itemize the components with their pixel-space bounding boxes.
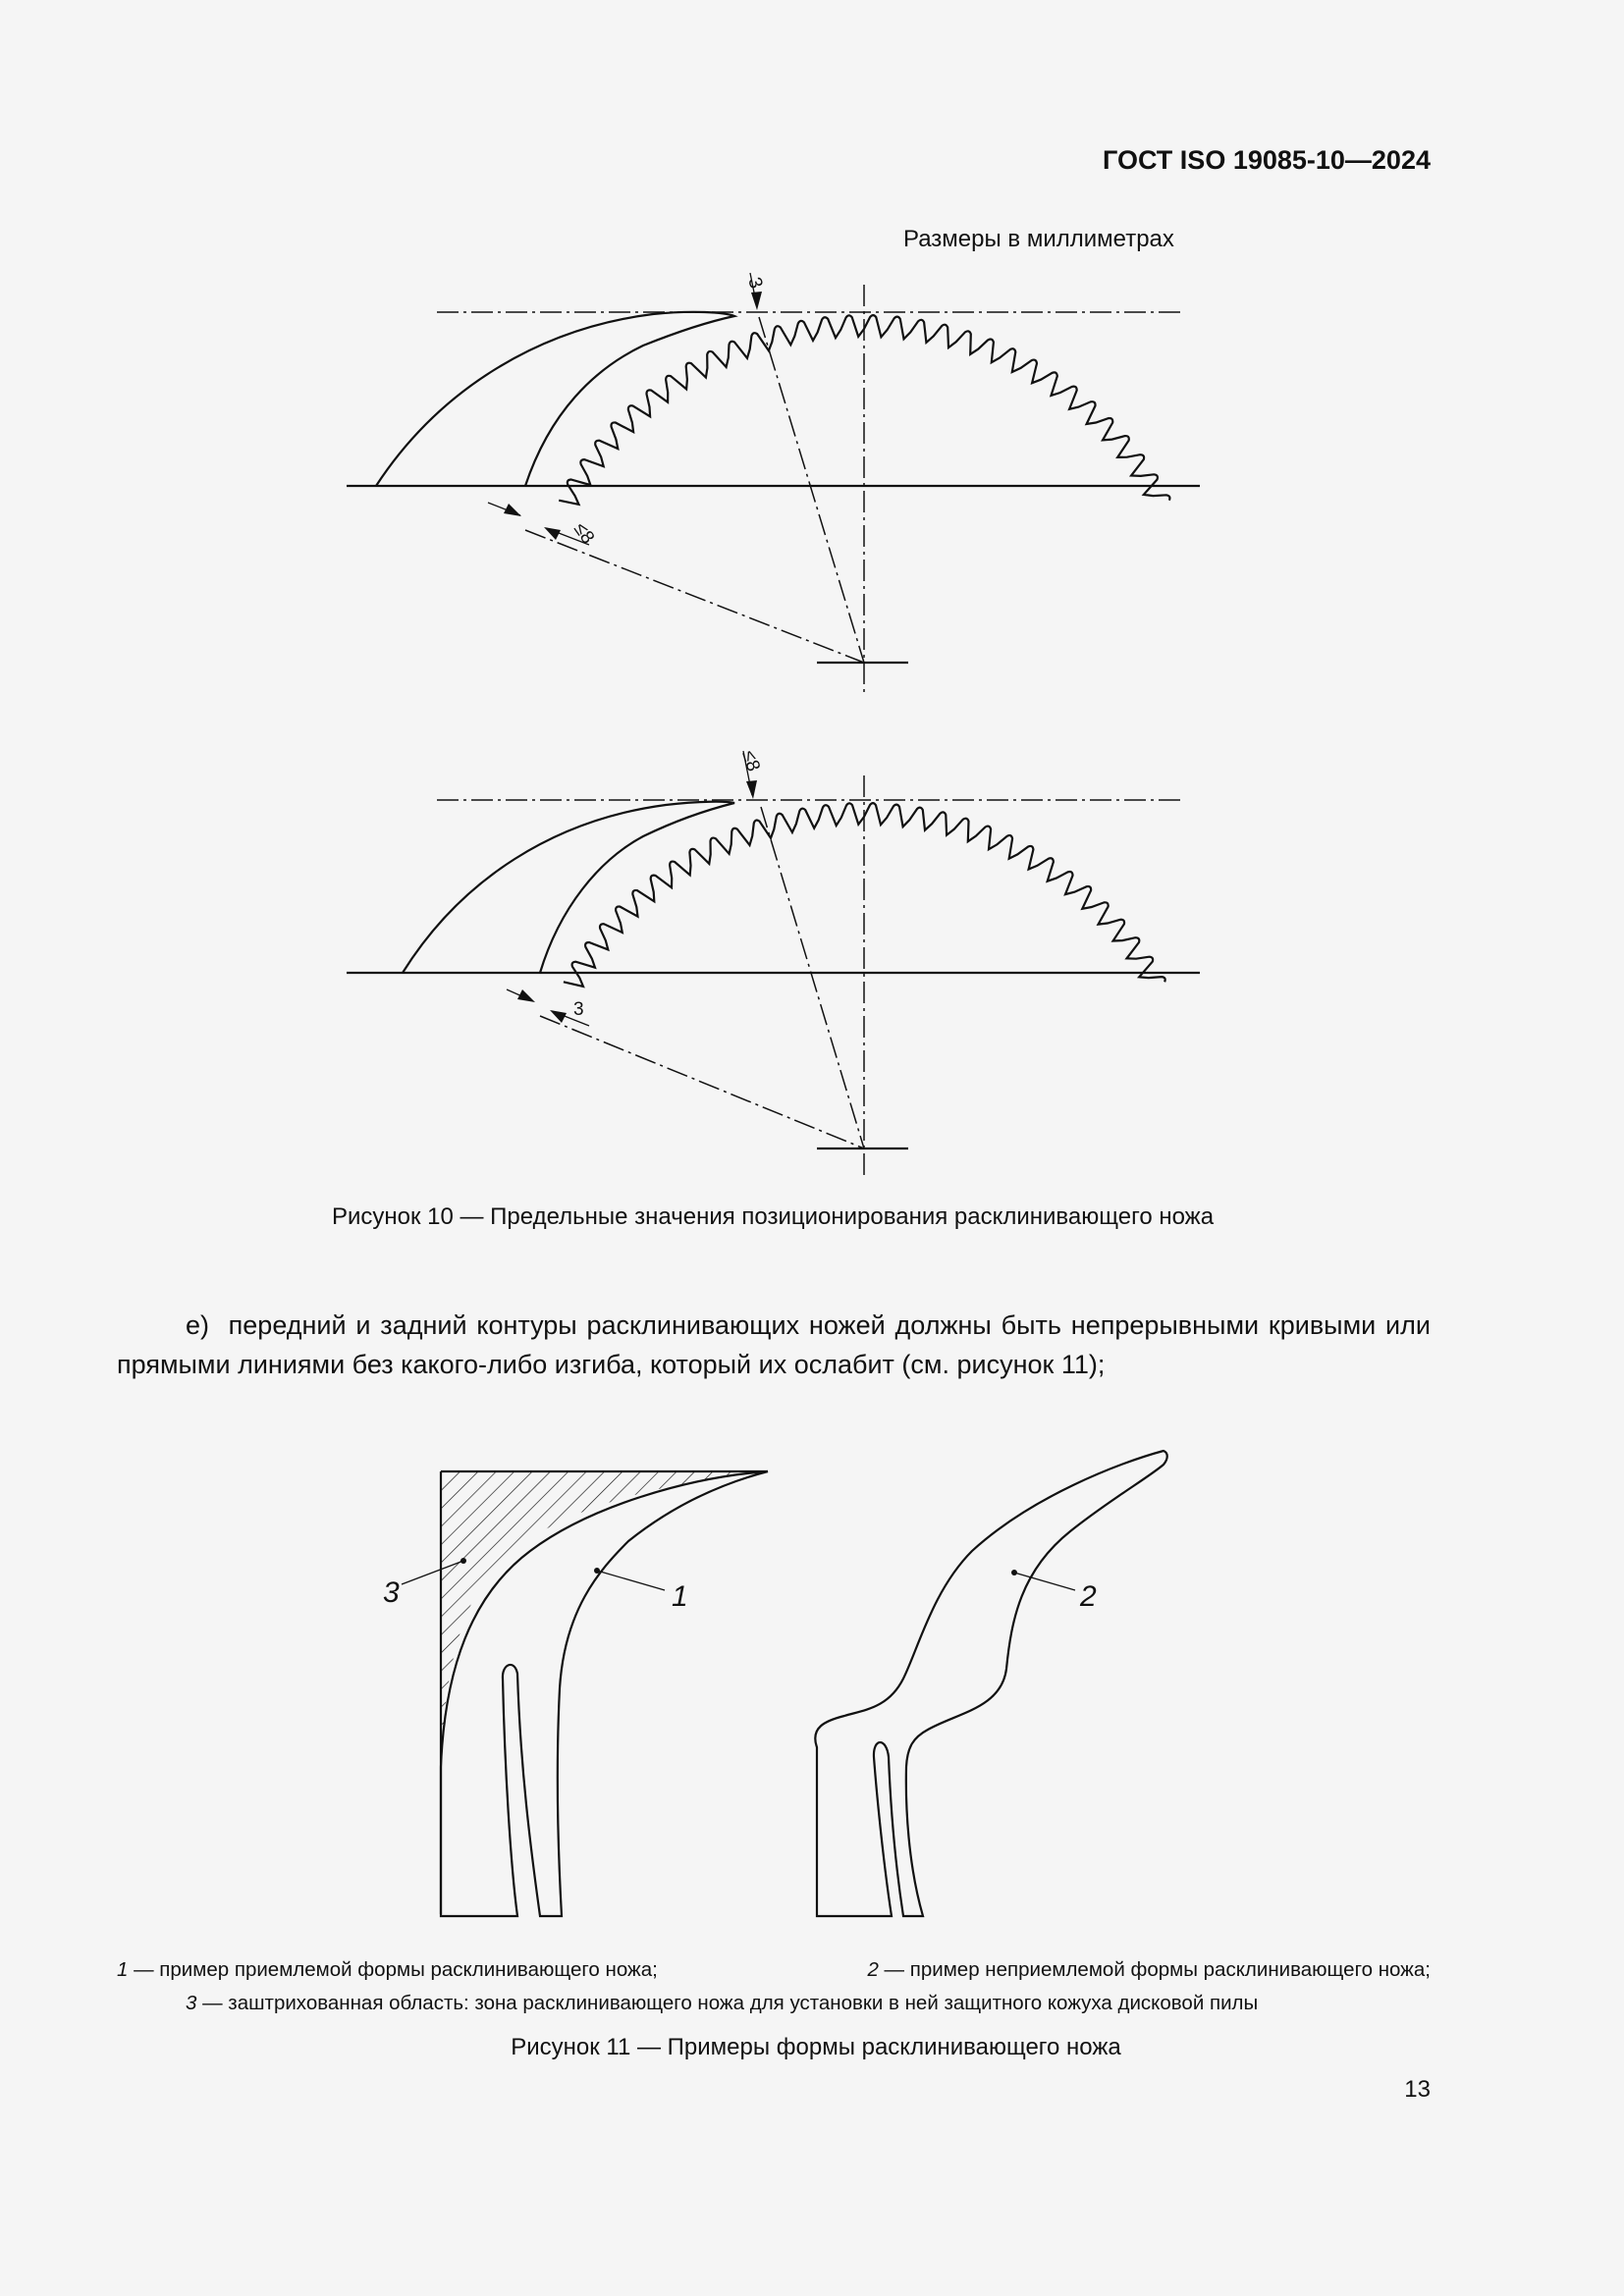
legend-num-2: 2 [867, 1958, 879, 1981]
label-2: 2 [1080, 1580, 1097, 1613]
legend-num-3: 3 [186, 1992, 197, 2014]
legend-text-2: — пример неприемлемой формы расклинивающего ножа; [884, 1958, 1431, 1981]
paragraph-e [117, 1306, 1431, 1384]
dim-top-a: 3 [743, 275, 767, 292]
dim-top-b: ≤8 [568, 518, 599, 549]
paragraph-text: передний и задний контуры расклинивающих ножей должны быть непрерывными кривыми или прямыми линиями без какого-либо изгиба, который их ослабит (см. рисунок 11); [117, 1310, 1431, 1379]
legend-text-3: — заштрихованная область: зона расклинивающего ножа для установки в ней защитного кожуха дисковой пилы [202, 1992, 1259, 2014]
standard-id: ГОСТ ISO 19085-10—2024 [1103, 145, 1431, 175]
figure-11-caption: Рисунок 11 — Примеры формы расклинивающего ножа [511, 2034, 1121, 2060]
dim-bottom-b: 3 [573, 999, 584, 1020]
legend-num-1: 1 [117, 1958, 129, 1981]
legend-text-1: — пример приемлемой формы расклинивающего ножа; [134, 1958, 658, 1981]
figure-11-legend [117, 1953, 1431, 2020]
label-1: 1 [672, 1580, 688, 1613]
paragraph-marker: е) [186, 1310, 210, 1340]
label-3: 3 [383, 1576, 400, 1609]
figure-11-drawings [383, 1451, 1167, 1916]
figure-10-caption: Рисунок 10 — Предельные значения позиционирования расклинивающего ножа [331, 1203, 1215, 1230]
hatched-zone [441, 1471, 768, 1767]
dim-bottom-a: ≤8 [737, 748, 764, 774]
units-note: Размеры в миллиметрах [903, 226, 1174, 252]
figure-10-top-drawing [347, 273, 1200, 692]
page-number: 13 [1404, 2076, 1431, 2103]
figure-10-bottom-drawing [347, 748, 1200, 1180]
